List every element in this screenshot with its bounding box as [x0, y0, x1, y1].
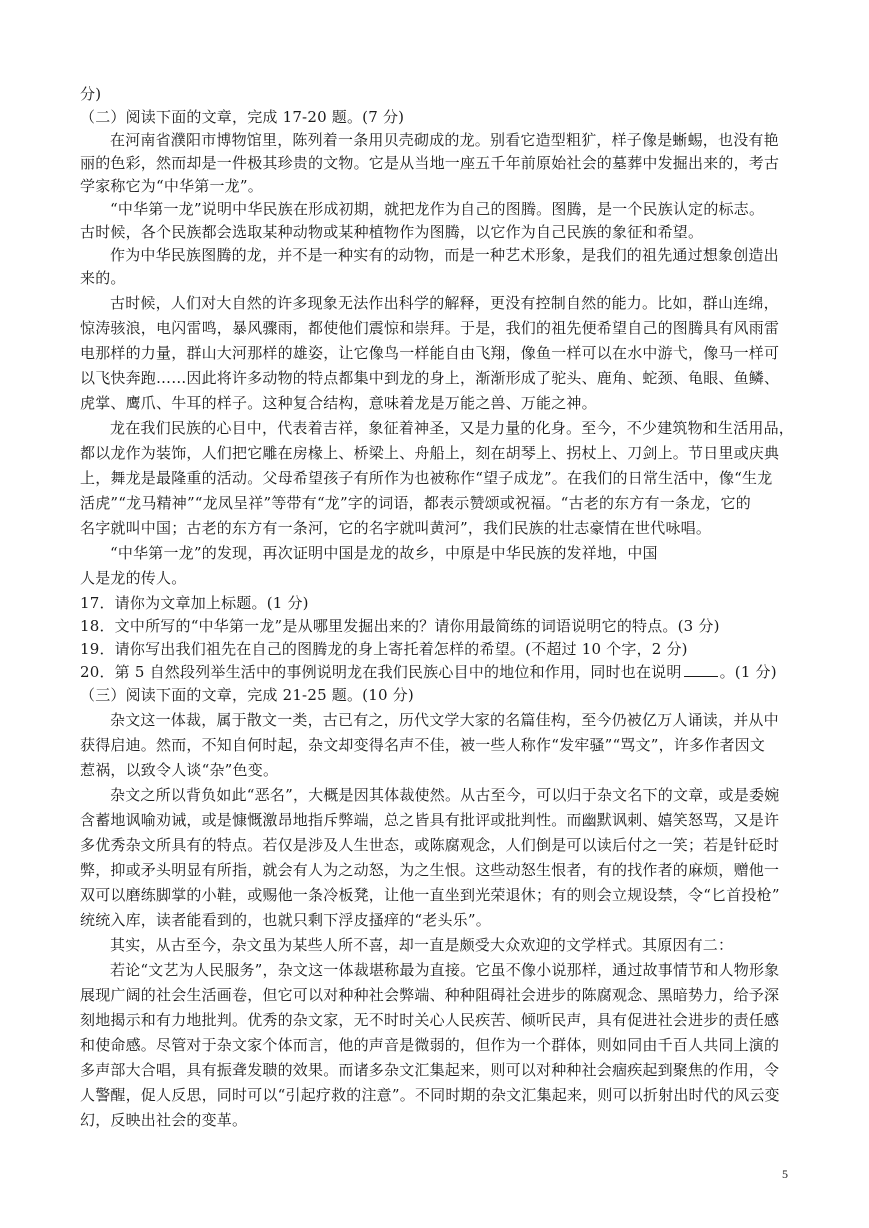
text-line: 统统入库，读者能看到的，也就只剩下浮皮搔痒的“老头乐”。: [80, 911, 491, 929]
text-line: 双可以磨练脚掌的小鞋，或赐他一条冷板凳，让他一直坐到光荣退休；有的则会立规设禁，令“匕首投枪”: [80, 886, 780, 904]
text-line: 上，舞龙是最隆重的活动。父母希望孩子有所作为也被称作“望子成龙”。在我们的日常生活中，像“生龙: [80, 469, 773, 487]
question-19: 19．请你写出我们祖先在自己的图腾龙的身上寄托着怎样的希望。(不超过 10 个字，2 分): [80, 640, 688, 658]
text-line: 作为中华民族图腾的龙，并不是一种实有的动物，而是一种艺术形象，是我们的祖先通过想象创造出: [110, 246, 779, 264]
text-line: 名字就叫中国；古老的东方有一条河，它的名字就叫黄河”，我们民族的壮志豪情在世代咏唱。: [80, 519, 712, 537]
text-line: 多优秀杂文所具有的特点。若仅是涉及人生世态，或陈腐观念，人们倒是可以读后付之一笑；若是针砭时: [80, 836, 780, 854]
text-line: 学家称它为“中华第一龙”。: [80, 177, 263, 195]
text-line: 人警醒，促人反思，同时可以“引起疗救的注意”。不同时期的杂文汇集起来，则可以折射出时代的风云变: [80, 1086, 780, 1104]
question-18: 18．文中所写的“中华第一龙”是从哪里发掘出来的？请你用最简练的词语说明它的特点。(3 分): [80, 617, 720, 635]
text-line: 分): [80, 85, 102, 103]
text-line: 来的。: [80, 269, 126, 287]
text-line: “中华第一龙”的发现，再次证明中国是龙的故乡，中原是中华民族的发祥地，中国: [110, 544, 658, 562]
text-line: 电那样的力量，群山大河那样的雄姿，让它像鸟一样能自由飞翔，像鱼一样可以在水中游弋，像马一样可: [80, 344, 780, 362]
text-line: 杂文这一体裁，属于散文一类，古已有之，历代文学大家的名篇佳构，至今仍被亿万人诵读，并从中: [110, 711, 779, 729]
text-line: 古时候，各个民族都会选取某种动物或某种植物作为图腾，以它作为自己民族的象征和希望。: [80, 223, 704, 241]
answer-blank: [684, 662, 718, 677]
text-line: “中华第一龙”说明中华民族在形成初期，就把龙作为自己的图腾。图腾，是一个民族认定的标志。: [110, 200, 765, 218]
question-17: 17．请你为文章加上标题。(1 分): [80, 594, 309, 612]
page-number: 5: [782, 1167, 788, 1181]
text-line: 多声部大合唱，具有振聋发聩的效果。而诸多杂文汇集起来，则可以对种种社会痼疾起到聚焦的作用，令: [80, 1061, 780, 1079]
text-line: 在河南省濮阳市博物馆里，陈列着一条用贝壳砌成的龙。别看它造型粗犷，样子像是蜥蜴，也没有艳: [110, 131, 779, 149]
text-line: 幻，反映出社会的变革。: [80, 1111, 248, 1129]
text-line: 惊涛骇浪，电闪雷鸣，暴风骤雨，都使他们震惊和崇拜。于是，我们的祖先便希望自己的图腾具有风雨雷: [80, 319, 780, 337]
question-20-tail: 。(1 分): [719, 663, 777, 681]
text-line: 展现广阔的社会生活画卷，但它可以对种种社会弊端、种种阻碍社会进步的陈腐观念、黑暗势力，给予深: [80, 986, 780, 1004]
text-line: 刻地揭示和有力地批判。优秀的杂文家，无不时时关心人民疾苦、倾听民声，具有促进社会进步的责任感: [80, 1011, 780, 1029]
text-line: 杂文之所以背负如此“恶名”，大概是因其体裁使然。从古至今，可以归于杂文名下的文章，或是委婉: [110, 786, 780, 804]
text-line: 其实，从古至今，杂文虽为某些人所不喜，却一直是颇受大众欢迎的文学样式。其原因有二：: [110, 936, 734, 954]
text-line: 若论“文艺为人民服务”，杂文这一体裁堪称最为直接。它虽不像小说那样，通过故事情节和人物形象: [110, 961, 780, 979]
text-line: 虎掌、鹰爪、牛耳的样子。这种复合结构，意味着龙是万能之兽、万能之神。: [80, 394, 597, 412]
text-line: 含蓄地讽喻劝诫，或是慷慨激昂地指斥弊端，总之皆具有批评或批判性。而幽默讽刺、嬉笑怒骂，又是许: [80, 811, 780, 829]
text-line: 人是龙的传人。: [80, 569, 187, 587]
text-line: 龙在我们民族的心目中，代表着吉祥，象征着神圣，又是力量的化身。至今，不少建筑物和生活用品，: [110, 419, 795, 437]
text-line: 惹祸，以致令人谈“杂”色变。: [80, 761, 279, 779]
section-heading: （三）阅读下面的文章，完成 21-25 题。(10 分): [80, 686, 414, 704]
text-line: 和使命感。尽管对于杂文家个体而言，他的声音是微弱的，但作为一个群体，则如同由千百人共同上演的: [80, 1036, 780, 1054]
text-line: 丽的色彩，然而却是一件极其珍贵的文物。它是从当地一座五千年前原始社会的墓葬中发掘出来的，考古: [80, 154, 780, 172]
text-line: 都以龙作为装饰，人们把它雕在房椽上、桥梁上、舟船上，刻在胡琴上、拐杖上、刀剑上。节日里或庆典: [80, 444, 780, 462]
text-line: 活虎”“龙马精神”“龙凤呈祥”等带有“龙”字的词语，都表示赞颂或祝福。“古老的东方有一条龙，它的: [80, 494, 751, 512]
text-line: 获得启迪。然而，不知自何时起，杂文却变得名声不佳，被一些人称作“发牢骚”“骂文”，许多作者因文: [80, 736, 766, 754]
section-heading: （二）阅读下面的文章，完成 17-20 题。(7 分): [80, 108, 405, 126]
text-line: 以飞快奔跑……因此将许多动物的特点都集中到龙的身上，渐渐形成了驼头、鹿角、蛇颈、龟眼、鱼鳞、: [80, 369, 780, 387]
question-20-text: 20．第 5 自然段列举生活中的事例说明龙在我们民族心目中的地位和作用，同时也在说明: [80, 663, 682, 681]
text-line: 古时候，人们对大自然的许多现象无法作出科学的解释，更没有控制自然的能力。比如，群山连绵，: [110, 294, 779, 312]
text-line: 弊，抑或矛头明显有所指，就会有人为之动怒，为之生恨。这些动怒生恨者，有的找作者的麻烦，赠他一: [80, 861, 780, 879]
